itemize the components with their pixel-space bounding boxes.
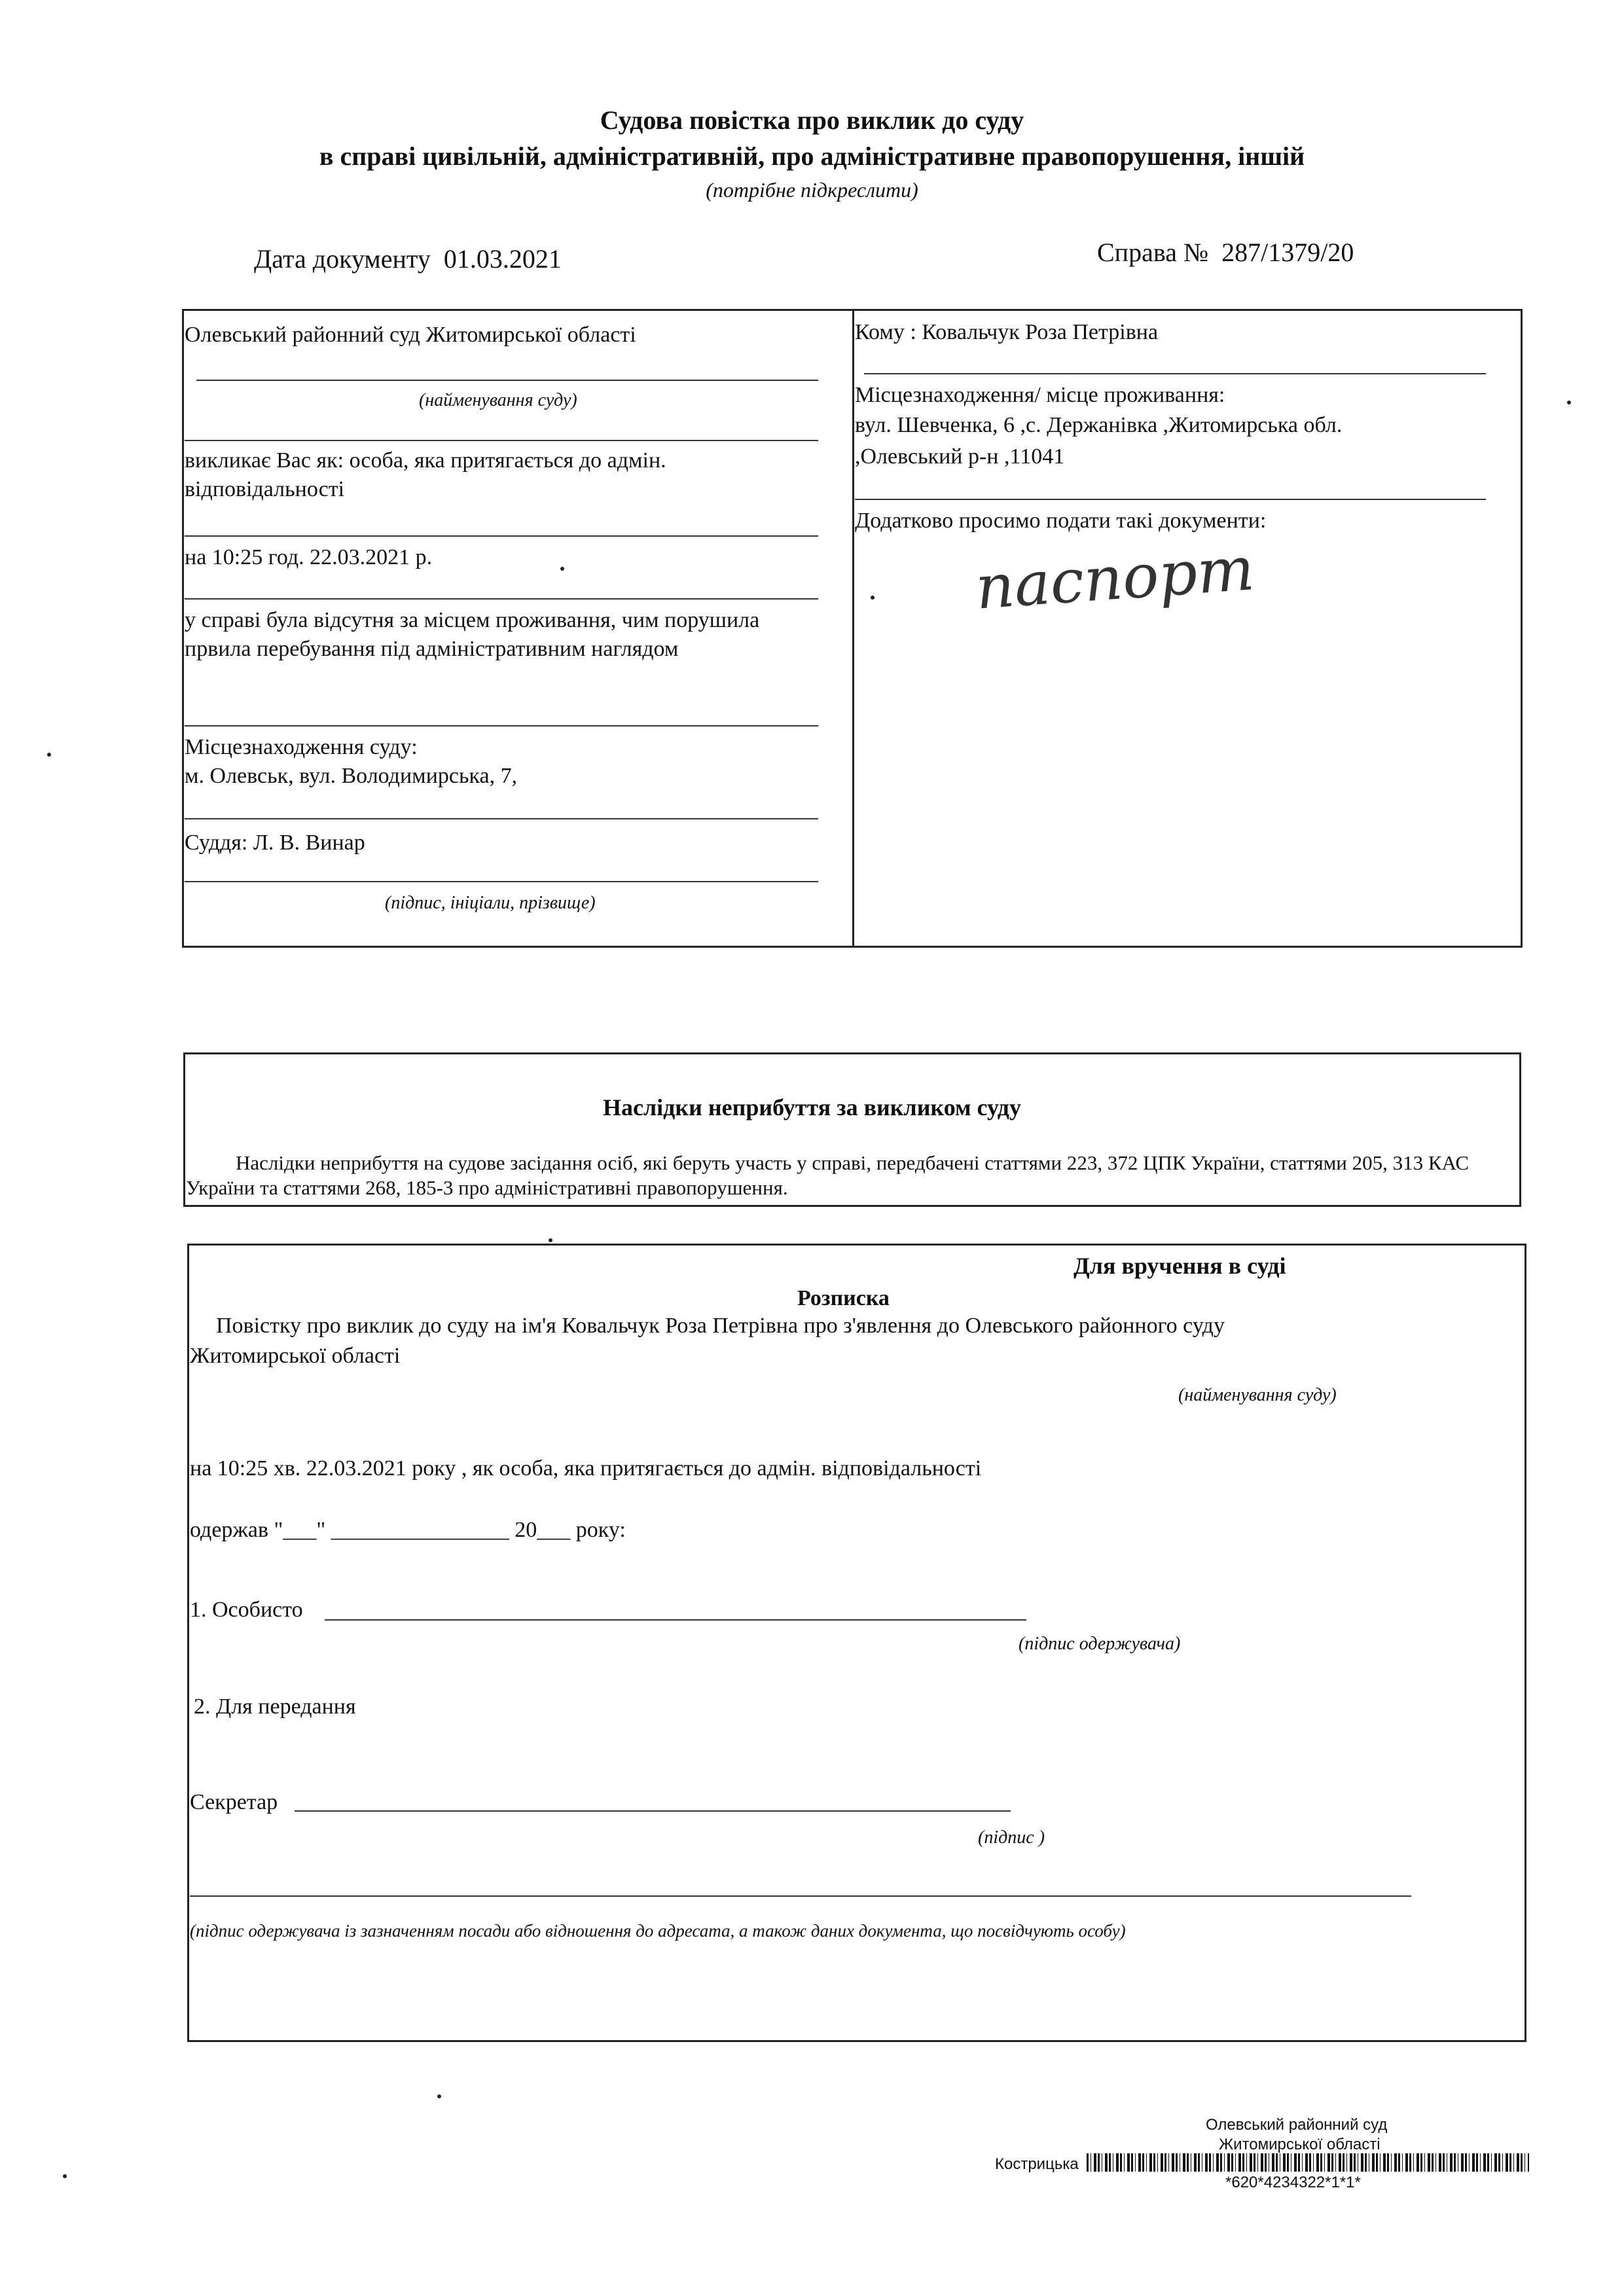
address-line-1: вул. Шевченка, 6 ,с. Держанівка ,Житомирська обл. (855, 413, 1343, 437)
judge-caption: (підпис, ініціали, прізвище) (385, 893, 596, 913)
stamp-line-2: Житомирської області (1219, 2136, 1380, 2153)
title-line-1: Судова повістка про виклик до суду (600, 105, 1024, 135)
rule (855, 499, 1486, 500)
secretary-signature-line (295, 1810, 1011, 1812)
for-court-delivery: Для вручення в суді (1074, 1253, 1286, 1279)
receipt-court-caption: (найменування суду) (1178, 1385, 1337, 1405)
scan-speck (549, 1238, 552, 1242)
rule (185, 818, 818, 819)
rule (190, 1895, 1411, 1897)
judge: Суддя: Л. В. Винар (185, 831, 365, 855)
location-label: Місцезнаходження/ місце проживання: (855, 383, 1225, 407)
receipt-title: Розписка (797, 1286, 890, 1310)
personal-caption: (підпис одержувача) (1019, 1634, 1181, 1654)
case-value: 287/1379/20 (1221, 238, 1354, 267)
scan-speck (47, 753, 51, 757)
personal-signature-line (325, 1619, 1026, 1621)
stamp-line-1: Олевський районний суд (1206, 2116, 1388, 2134)
handwritten-note: паспорт (973, 533, 1257, 623)
barcode (1087, 2153, 1529, 2172)
receipt-line-2: Житомирської області (190, 1344, 401, 1368)
summons-divider (852, 309, 854, 948)
case-details: у справі була відсутня за місцем проживання, чим порушила првила перебування під адміністративним наглядом (185, 608, 760, 661)
rule (185, 535, 818, 537)
title-line-2: в справі цивільній, адміністративній, про адміністративне правопорушення, іншій (319, 141, 1305, 171)
doc-date (254, 243, 562, 274)
court-location-label: Місцезнаходження суду: (185, 735, 418, 759)
addressee: Кому : Ковальчук Роза Петрівна (855, 320, 1159, 344)
barcode-text: *620*4234322*1*1* (1225, 2174, 1361, 2191)
doc-date-value: 01.03.2021 (443, 244, 562, 274)
transfer-label: 2. Для передання (194, 1695, 356, 1719)
bottom-caption: (підпис одержувача із зазначенням посади або відношення до адресата, а також даних документа, що посвідчують особу) (190, 1921, 1126, 1941)
documents-label: Додатково просимо подати такі документи: (855, 509, 1267, 533)
scan-speck (63, 2174, 67, 2178)
rule (196, 380, 818, 381)
received-date-line: одержав "___" ________________ 20___ року: (190, 1518, 626, 1542)
hearing-time: на 10:25 год. 22.03.2021 р. (185, 545, 433, 569)
case-label: Справа № (1097, 238, 1209, 267)
court-name: Олевський районний суд Житомирської області (185, 323, 636, 347)
secretary-caption: (підпис ) (978, 1827, 1045, 1848)
rule (864, 373, 1486, 374)
rule (185, 725, 818, 726)
scan-speck (1567, 401, 1571, 404)
consequences-text: Наслідки неприбуття на судове засідання осіб, які беруть участь у справі, передбачені статтями 223, 372 ЦПК України, статтями 205, 313 КАС України та статтями 268, 185-3 про адміністративні правопорушення. (186, 1151, 1470, 1199)
summons-as: викликає Вас як: особа, яка притягається до адмін. відповідальності (185, 448, 666, 501)
rule (185, 881, 818, 882)
title-note: (потрібне підкреслити) (706, 178, 918, 202)
consequences-title: Наслідки неприбуття за викликом суду (603, 1094, 1021, 1121)
receipt-time-line: на 10:25 хв. 22.03.2021 року , як особа, яка притягається до адмін. відповідальності (190, 1456, 982, 1480)
scan-speck (871, 596, 875, 600)
scan-speck (560, 567, 564, 571)
address-line-2: ,Олевський р-н ,11041 (855, 444, 1065, 469)
personal-label: 1. Особисто (190, 1598, 303, 1622)
rule (185, 598, 818, 600)
clerk-name: Кострицька (995, 2155, 1079, 2173)
court-location: м. Олевськ, вул. Володимирська, 7, (185, 764, 518, 788)
rule (185, 440, 818, 441)
case-number (1097, 237, 1354, 268)
receipt-line-1: Повістку про виклик до суду на ім'я Ковальчук Роза Петрівна про з'явлення до Олевського районного суду (216, 1314, 1225, 1338)
doc-date-label: Дата документу (254, 244, 431, 274)
scan-speck (437, 2094, 441, 2098)
court-name-caption: (найменування суду) (419, 390, 577, 410)
secretary-label: Секретар (190, 1790, 278, 1814)
